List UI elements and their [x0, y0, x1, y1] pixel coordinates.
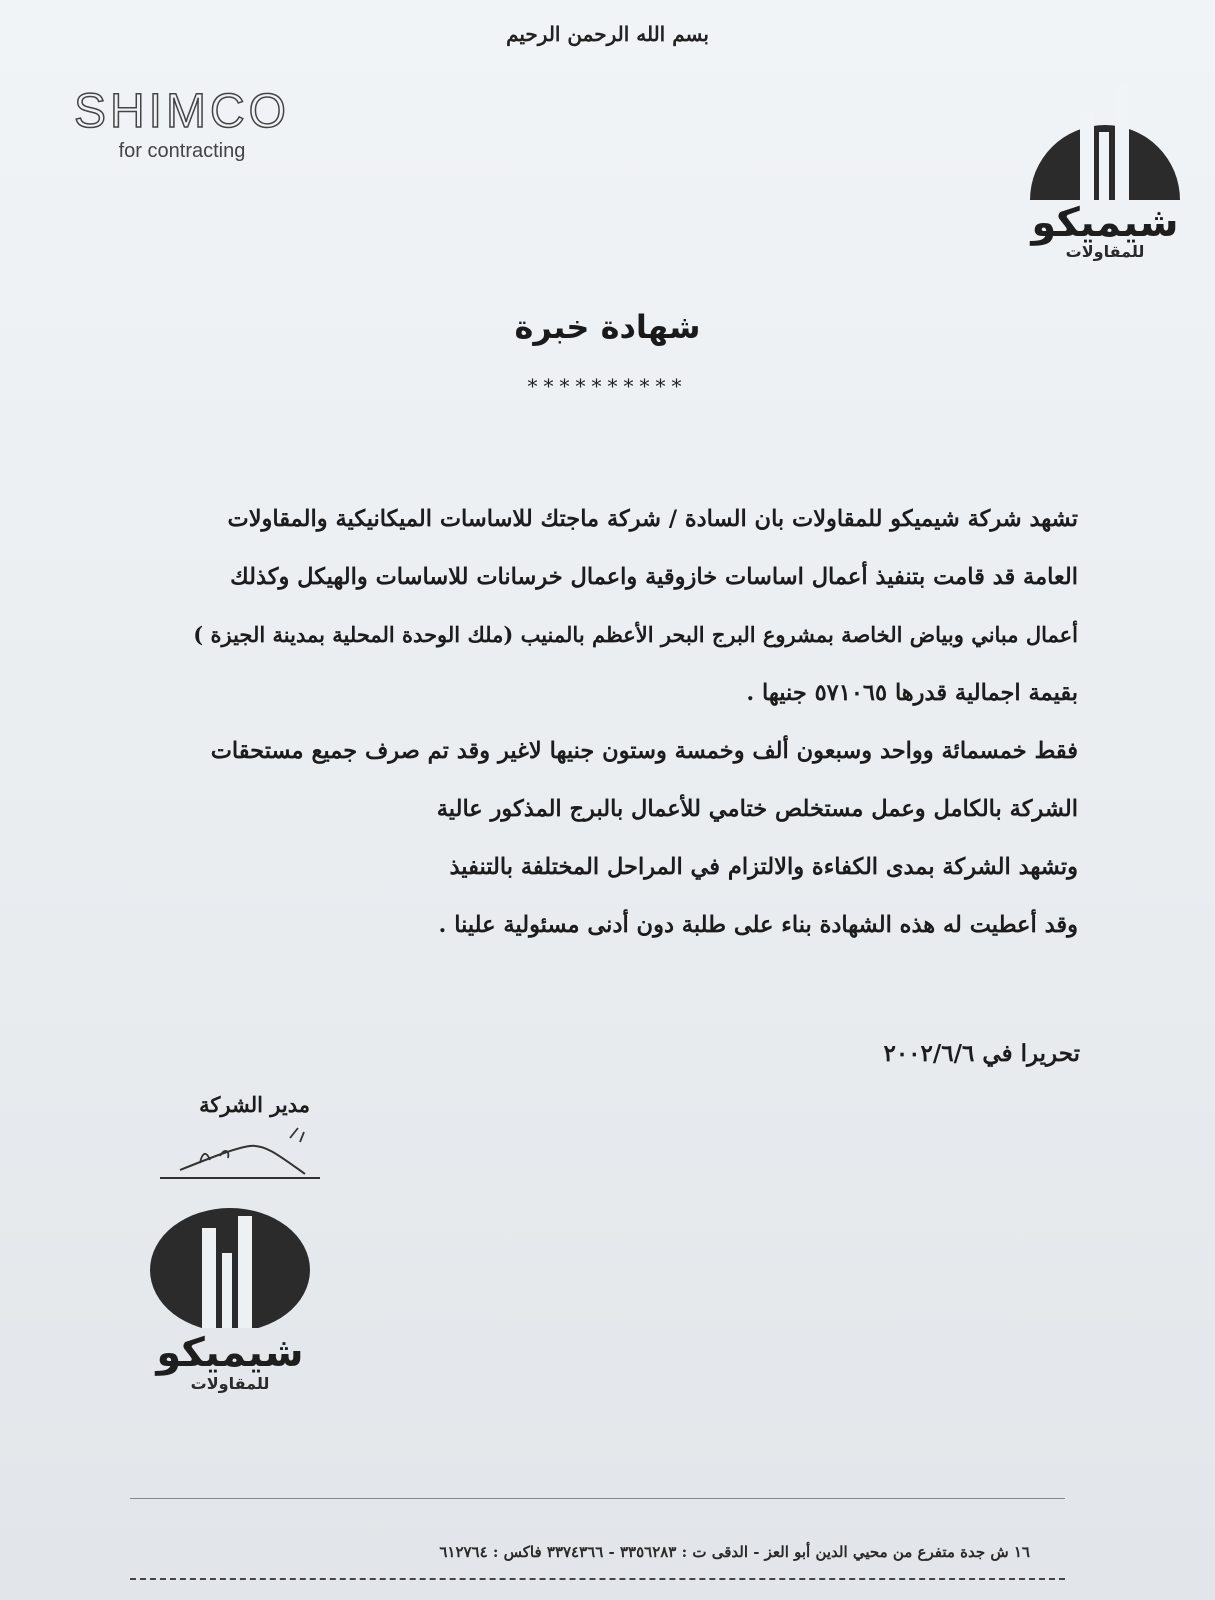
body-line: بقيمة اجمالية قدرها ٥٧١٠٦٥ جنيها . [746, 680, 1078, 706]
company-emblem-top [1005, 72, 1205, 262]
footer-divider [130, 1578, 1065, 1580]
stamp-name: شيميكو [156, 1330, 304, 1376]
building-emblem-icon [1025, 72, 1185, 202]
issue-date: تحريرا في ٢٠٠٢/٦/٦ [883, 1040, 1080, 1067]
logo-name: SHIMCO [74, 85, 290, 138]
certificate-title: شهادة خبرة [514, 308, 701, 346]
emblem-subtitle: للمقاولات [1065, 242, 1145, 261]
body-line: العامة قد قامت بتنفيذ أعمال اساسات خازوقية واعمال خرسانات للاساسات والهيكل وكذلك [230, 564, 1078, 590]
stamp-subtitle: للمقاولات [190, 1374, 270, 1393]
bismillah: بسم الله الرحمن الرحيم [506, 22, 709, 46]
logo-subtitle: for contracting [118, 140, 246, 162]
footer-divider-top [130, 1498, 1065, 1499]
building-stamp-icon [140, 1198, 320, 1328]
certificate-body [138, 490, 1078, 954]
company-stamp [125, 1170, 335, 1410]
body-line: فقط خمسمائة وواحد وسبعون ألف وخمسة وستون جنيها لاغير وقد تم صرف جميع مستحقات [210, 738, 1078, 764]
body-line: وتشهد الشركة بمدى الكفاءة والالتزام في المراحل المختلفة بالتنفيذ [449, 854, 1078, 880]
body-line: وقد أعطيت له هذه الشهادة بناء على طلبة دون أدنى مسئولية علينا . [438, 912, 1078, 938]
title-divider: ********** [527, 374, 688, 398]
footer-address: ١٦ ش جدة متفرع من محيي الدين أبو العز - الدقى ت : ٣٣٥٦٢٨٣ - ٣٣٧٤٣٦٦ فاكس : ٦١٢٧٦٤ [439, 1543, 1030, 1561]
shimco-latin-logo [62, 85, 302, 163]
body-line: أعمال مباني وبياض الخاصة بمشروع البرج البحر الأعظم بالمنيب (ملك الوحدة المحلية بمدينة الجيزة ) [193, 622, 1078, 647]
body-line: تشهد شركة شيميكو للمقاولات بان السادة / شركة ماجتك للاساسات الميكانيكية والمقاولات [227, 506, 1078, 532]
emblem-name: شيميكو [1031, 200, 1179, 246]
body-line: الشركة بالكامل وعمل مستخلص ختامي للأعمال بالبرج المذكور عالية [436, 796, 1078, 822]
manager-title: مدير الشركة [199, 1092, 310, 1117]
